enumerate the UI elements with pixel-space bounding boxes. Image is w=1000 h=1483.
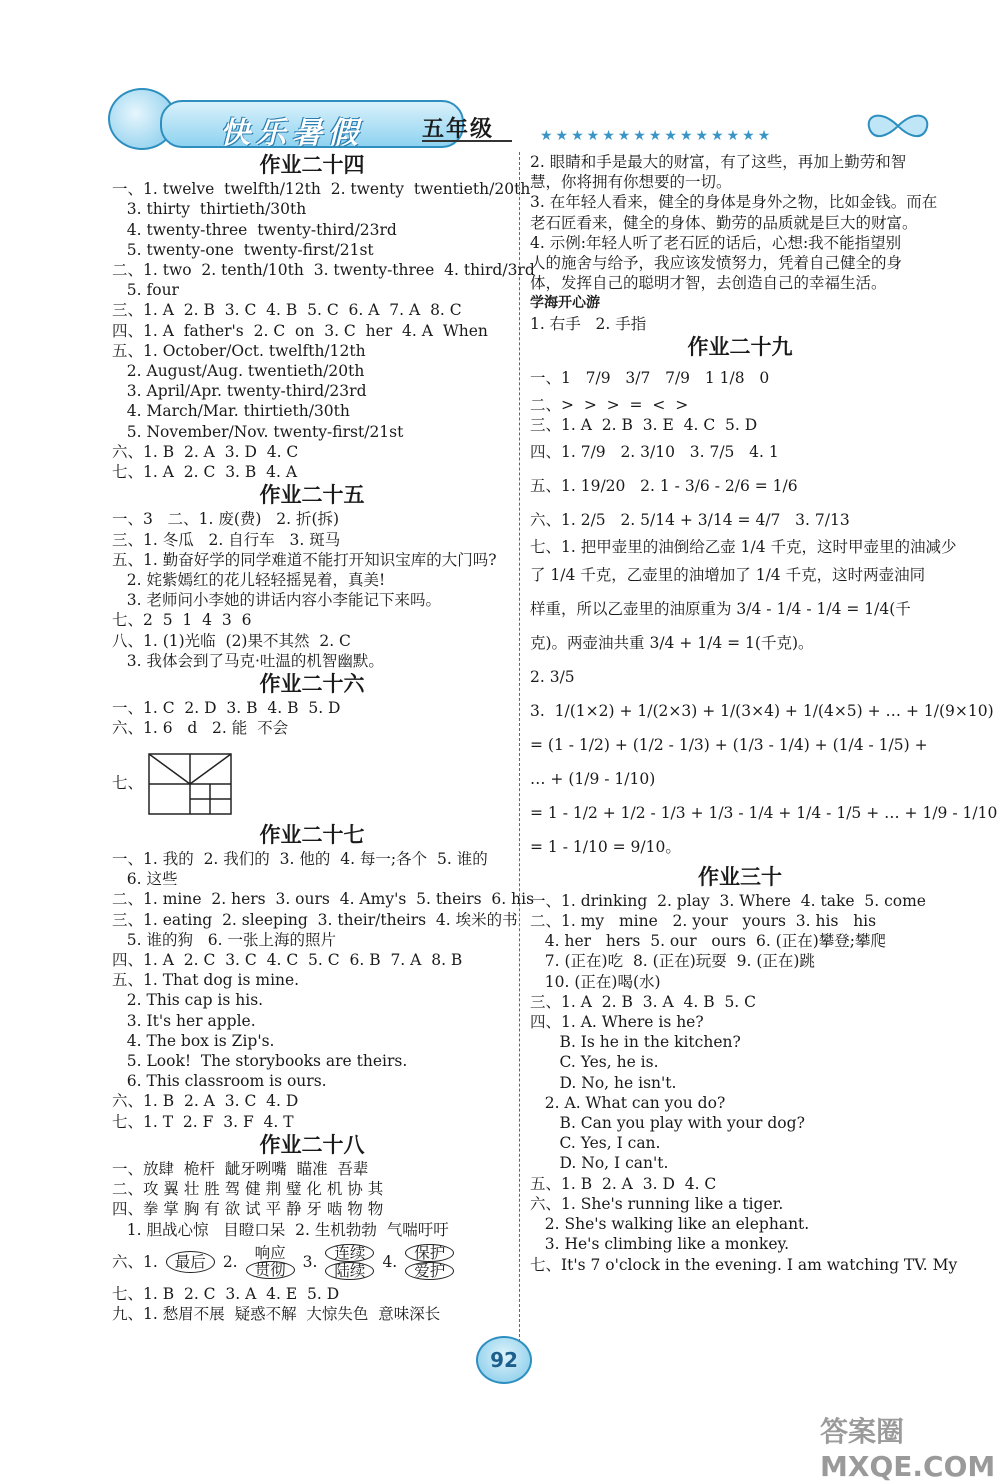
row-prefix: 六、1. xyxy=(112,1252,158,1271)
answer-line: 五、1. That dog is mine. xyxy=(112,971,300,990)
answer-line: C. Yes, I can. xyxy=(530,1134,661,1153)
section-title: 作业三十 xyxy=(698,864,782,889)
answer-line: 五、1. B 2. A 3. D 4. C xyxy=(530,1174,717,1193)
answer-line: 10. (正在)喝(水) xyxy=(530,972,661,991)
answer-line: D. No, I can't. xyxy=(530,1154,669,1173)
answer-line: 2. A. What can you do? xyxy=(530,1093,726,1112)
answer-line: = 1 - 1/2 + 1/2 - 1/3 + 1/3 - 1/4 + 1/4 - 1/5 + … + 1/9 - 1/10 xyxy=(530,803,998,822)
answer-line: 4. her hers 5. our ours 6. (正在)攀登;攀爬 xyxy=(530,932,887,951)
answer-line: 3. thirty thirtieth/30th xyxy=(112,200,307,219)
answer-line: 一、1 7/9 3/7 7/9 1 1/8 0 xyxy=(530,368,770,387)
answer-line: 3. 1/(1×2) + 1/(2×3) + 1/(3×4) + 1/(4×5) + … + 1/(9×10) xyxy=(530,701,994,720)
answer-line: 七、1. B 2. C 3. A 4. E 5. D xyxy=(112,1284,340,1303)
answer-line: 2. 眼睛和手是最大的财富，有了这些，再加上勤劳和智 xyxy=(530,153,907,171)
star-row-icon: ★★★★★★★★★★★★★★★ xyxy=(540,128,774,144)
section-title: 作业二十五 xyxy=(259,483,365,508)
answer-line: 七、It's 7 o'clock in the evening. I am watching TV. My xyxy=(530,1255,958,1274)
answer-line: 二、攻 翼 壮 胜 驾 健 荆 璧 化 机 协 其 xyxy=(112,1180,384,1199)
answer-line: 2. August/Aug. twentieth/20th xyxy=(112,362,365,381)
section-30-body xyxy=(530,891,958,1275)
answer-line: 七、1. T 2. F 3. F 4. T xyxy=(112,1112,294,1131)
right-column xyxy=(530,152,998,1275)
answer-line: 四、1. A. Where is he? xyxy=(530,1013,704,1032)
answer-line: 5. twenty-one twenty-first/21st xyxy=(112,240,374,259)
section-title: 作业二十六 xyxy=(259,672,365,697)
answer-line: 四、1. 7/9 2. 3/10 3. 7/5 4. 1 xyxy=(530,443,779,462)
answer-line: 了 1/4 千克，乙壶里的油增加了 1/4 千克，这时两壶油同 xyxy=(530,565,926,584)
answer-line: 3. 我体会到了马克·吐温的机智幽默。 xyxy=(112,651,384,670)
answer-line: 二、1. two 2. tenth/10th 3. twenty-three 4. third/3rd xyxy=(112,261,535,280)
answer-line: 一、1. C 2. D 3. B 4. B 5. D xyxy=(112,699,341,718)
section-title: 作业二十四 xyxy=(259,153,365,177)
answer-line: 三、1. A 2. B 3. E 4. C 5. D xyxy=(530,416,758,435)
answer-line: 五、1. 勤奋好学的同学难道不能打开知识宝库的大门吗? xyxy=(112,550,497,569)
answer-line: 克)。两壶油共重 3/4 + 1/4 = 1(千克)。 xyxy=(530,633,814,652)
answer-line: 5. 谁的狗 6. 一张上海的照片 xyxy=(112,930,336,949)
answer-line: 4. twenty-three twenty-third/23rd xyxy=(112,220,397,239)
answer-line: 2. 3/5 xyxy=(530,667,575,686)
answer-line: 一、3 二、1. 废(费) 2. 折(拆) xyxy=(112,510,340,529)
answer-line: 五、1. October/Oct. twelfth/12th xyxy=(112,341,366,360)
section-25-body xyxy=(112,509,512,671)
column-divider xyxy=(519,152,520,1342)
section-27-body xyxy=(112,849,535,1132)
answer-line: 3. 在年轻人看来，健全的身体是身外之物，比如金钱。而在 xyxy=(530,193,938,212)
section-title: 作业二十九 xyxy=(687,334,793,359)
circled-word: 贯彻 xyxy=(246,1261,295,1279)
answer-line: 五、1. 19/20 2. 1 - 3/6 - 2/6 = 1/6 xyxy=(530,477,798,496)
section-28-body xyxy=(112,1159,512,1324)
answer-line: 九、1. 愁眉不展 疑惑不解 大惊失色 意味深长 xyxy=(112,1304,441,1323)
answer-line: 1. 右手 2. 手指 xyxy=(530,314,647,333)
answer-line: 六、1. B 2. A 3. D 4. C xyxy=(112,442,299,461)
circled-word: 最后 xyxy=(166,1251,215,1273)
answer-line: 二、1. my mine 2. your yours 3. his his xyxy=(530,912,877,931)
answer-line: 四、拳 掌 胸 有 欲 试 平 静 牙 啮 物 物 xyxy=(112,1200,384,1219)
item-number: 2. xyxy=(222,1252,238,1271)
answer-line: 六、1. 2/5 2. 5/14 + 3/14 = 4/7 3. 7/13 xyxy=(530,511,850,530)
answer-line: 4. The box is Zip's. xyxy=(112,1031,275,1050)
section-29-body xyxy=(530,361,998,864)
answer-line: 5. four xyxy=(112,281,179,300)
answer-line: 慧，你将拥有你想要的一切。 xyxy=(530,173,732,192)
answer-line: 2. She's walking like an elephant. xyxy=(530,1215,810,1234)
answer-line: 2. 姹紫嫣红的花儿轻轻摇晃着，真美! xyxy=(112,571,386,590)
circled-word: 保护 xyxy=(405,1244,454,1262)
answer-line: 三、1. eating 2. sleeping 3. their/theirs 4. 埃米的书 xyxy=(112,910,518,929)
circled-words-row xyxy=(112,1244,512,1280)
grade-label: 五年级 xyxy=(422,116,495,142)
word-top: 响应 xyxy=(254,1243,286,1262)
left-column xyxy=(112,152,535,1324)
page-header xyxy=(100,88,940,150)
answer-line: 二、1. mine 2. hers 3. ours 4. Amy's 5. theirs 6. his xyxy=(112,890,535,909)
grid-figure xyxy=(112,749,512,819)
answer-line: 体，发挥自己的聪明才智，去创造自己的幸福生活。 xyxy=(530,274,887,293)
answer-line: 八、1. (1)光临 (2)果不其然 2. C xyxy=(112,631,351,650)
word-pair xyxy=(405,1244,454,1280)
answer-line: D. No, he isn't. xyxy=(530,1073,677,1092)
section-26-body xyxy=(112,698,512,818)
reading-answers xyxy=(530,152,950,293)
answer-line: 3. 老师问小李她的讲话内容小李能记下来吗。 xyxy=(112,591,441,610)
answer-line: 四、1. A 2. C 3. C 4. C 5. C 6. B 7. A 8. B xyxy=(112,950,463,969)
answer-line: 3. April/Apr. twenty-third/23rd xyxy=(112,382,367,401)
brand-banner xyxy=(160,100,464,151)
answer-line: 三、1. 冬瓜 2. 自行车 3. 斑马 xyxy=(112,530,341,549)
answer-line: 7. (正在)吃 8. (正在)玩耍 9. (正在)跳 xyxy=(530,952,815,971)
item-number: 3. xyxy=(302,1252,318,1271)
answer-line: 样重，所以乙壶里的油原重为 3/4 - 1/4 - 1/4 = 1/4(千 xyxy=(530,599,911,618)
answer-line: 三、1. A 2. B 3. C 4. B 5. C 6. A 7. A 8. C xyxy=(112,301,462,320)
item-number: 4. xyxy=(382,1252,398,1271)
answer-line: C. Yes, he is. xyxy=(530,1053,659,1072)
brand-title: 快乐暑假 xyxy=(220,116,364,151)
section-24-body xyxy=(112,179,535,482)
answer-line: B. Is he in the kitchen? xyxy=(530,1033,741,1052)
answer-line: 二、> > > = < > xyxy=(530,396,689,415)
answer-line: 老石匠看来，健全的身体、勤劳的品质就是巨大的财富。 xyxy=(530,213,918,232)
answer-line: … + (1/9 - 1/10) xyxy=(530,769,656,788)
answer-line: 1. 胆战心惊 目瞪口呆 2. 生机勃勃 气喘吁吁 xyxy=(112,1220,449,1239)
circled-word: 爱护 xyxy=(405,1262,454,1280)
answer-line: 6. This classroom is ours. xyxy=(112,1072,327,1091)
answer-line: 人的施舍与给予，我应该发愤努力，凭着自己健全的身 xyxy=(530,254,903,273)
answer-line: 3. He's climbing like a monkey. xyxy=(530,1235,790,1254)
answer-line: 5. November/Nov. twenty-first/21st xyxy=(112,422,404,441)
answer-line: 4. 示例:年轻人听了老石匠的话后，心想:我不能指望别 xyxy=(530,233,902,252)
answer-line: 一、1. twelve twelfth/12th 2. twenty twentieth/20th xyxy=(112,180,531,199)
answer-line: 七、1. A 2. C 3. B 4. A xyxy=(112,463,298,482)
answer-line: = (1 - 1/2) + (1/2 - 1/3) + (1/3 - 1/4) + (1/4 - 1/5) + xyxy=(530,735,928,754)
answer-line: = 1 - 1/10 = 9/10。 xyxy=(530,837,681,856)
answer-line: 4. March/Mar. thirtieth/30th xyxy=(112,402,350,421)
answer-line: B. Can you play with your dog? xyxy=(530,1114,805,1133)
answer-line: 四、1. A father's 2. C on 3. C her 4. A When xyxy=(112,321,488,340)
answer-line: 一、放肆 桅杆 龇牙咧嘴 瞄准 吾辈 xyxy=(112,1159,369,1178)
section-title: 作业二十七 xyxy=(259,822,365,847)
answer-line: 六、1. She's running like a tiger. xyxy=(530,1194,784,1213)
section-title: 作业二十八 xyxy=(259,1132,365,1157)
figure-label: 七、 xyxy=(112,773,144,792)
word-pair xyxy=(246,1245,295,1279)
answer-line: 6. 这些 xyxy=(112,870,178,889)
watermark-logo: 答案圈 MXQE.COM xyxy=(820,1415,996,1483)
answer-line: 一、1. 我的 2. 我们的 3. 他的 4. 每一;各个 5. 谁的 xyxy=(112,849,488,868)
answer-line: 5. Look! The storybooks are theirs. xyxy=(112,1051,408,1070)
circled-word: 陆续 xyxy=(325,1262,374,1280)
subsection-title: 学海开心游 xyxy=(530,295,600,312)
square-division-diagram xyxy=(148,753,232,815)
word-pair xyxy=(325,1244,374,1280)
answer-line: 3. It's her apple. xyxy=(112,1011,256,1030)
bow-decoration-icon xyxy=(860,106,936,146)
page-number: 92 xyxy=(476,1336,532,1384)
answer-line: 六、1. 6 d 2. 能 不会 xyxy=(112,719,289,738)
answer-line: 三、1. A 2. B 3. A 4. B 5. C xyxy=(530,992,757,1011)
answer-line: 六、1. B 2. A 3. C 4. D xyxy=(112,1092,299,1111)
answer-line: 2. This cap is his. xyxy=(112,991,264,1010)
answer-line: 一、1. drinking 2. play 3. Where 4. take 5. come xyxy=(530,891,926,910)
answer-line: 七、2 5 1 4 3 6 xyxy=(112,611,252,630)
circled-word: 连续 xyxy=(325,1244,374,1262)
divider-line xyxy=(422,140,512,142)
answer-line: 七、1. 把甲壶里的油倒给乙壶 1/4 千克，这时甲壶里的油减少 xyxy=(530,538,957,557)
